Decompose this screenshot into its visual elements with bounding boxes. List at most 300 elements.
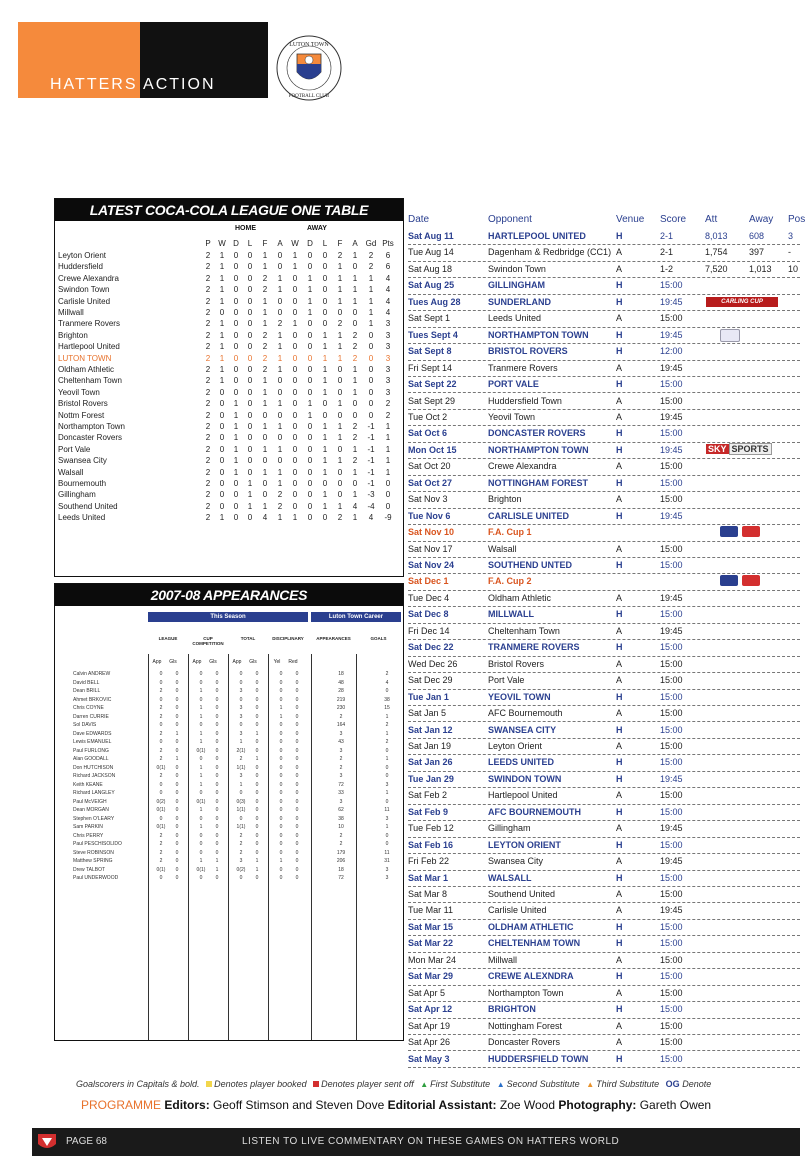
fixture-row xyxy=(408,639,800,656)
stat-cell: 1 xyxy=(322,342,328,352)
fixture-venue: A xyxy=(616,790,623,801)
fixture-row xyxy=(408,656,800,673)
fixture-pos: 3 xyxy=(788,231,794,241)
appearances-sub-header: App xyxy=(232,659,242,665)
appearance-cell: 0 xyxy=(199,841,203,847)
fixture-venue: H xyxy=(616,921,623,932)
stat-cell: 0 xyxy=(219,467,225,477)
stat-cell: 0 xyxy=(322,399,328,409)
stat-cell: 1 xyxy=(322,422,328,431)
appearance-cell: 0 xyxy=(175,807,179,813)
stat-cell: 1 xyxy=(219,251,225,260)
stat-cell: 0 xyxy=(219,399,225,409)
fixture-date: Sat Feb 2 xyxy=(408,790,448,801)
fixture-score: 19:45 xyxy=(660,362,683,373)
stat-cell: 0 xyxy=(368,387,374,397)
stat-cell: 0 xyxy=(385,501,391,511)
appearance-cell: 1 xyxy=(199,824,203,830)
appearance-cell: 0 xyxy=(295,679,299,686)
fixture-date: Sat Jan 19 xyxy=(408,740,452,751)
fixture-row xyxy=(408,902,800,919)
fixture-row xyxy=(408,771,800,788)
stat-cell: 1 xyxy=(307,296,313,306)
stat-cell: 0 xyxy=(233,308,239,317)
stat-cell: 0 xyxy=(322,410,328,420)
stat-cell: 0 xyxy=(292,376,298,386)
appearance-cell: 0(2) xyxy=(156,798,166,805)
appearance-cell: 0 xyxy=(295,790,299,796)
fixture-opp: Huddersfield Town xyxy=(488,395,562,406)
stat-cell: 1 xyxy=(352,365,358,374)
fixture-venue: A xyxy=(616,856,623,867)
fixture-venue: H xyxy=(616,1053,623,1064)
appearance-cell: 0 xyxy=(175,671,179,677)
stat-cell: 1 xyxy=(337,399,343,409)
league-table-row xyxy=(58,387,398,398)
league-table-row xyxy=(58,467,398,478)
fixture-date: Sat Sept 29 xyxy=(408,395,456,406)
appearances-row xyxy=(73,823,403,832)
fixture-date: Tue Feb 12 xyxy=(408,823,454,834)
team-name: Cheltenham Town xyxy=(58,376,122,386)
fixture-row xyxy=(408,458,800,475)
appearance-cell: 2 xyxy=(159,688,163,694)
fixture-row xyxy=(408,853,800,870)
stat-cell: 0 xyxy=(277,433,283,443)
appearance-cell: 0 xyxy=(255,849,259,856)
fixture-pos: - xyxy=(788,247,791,258)
player-name: Dave EDWARDS xyxy=(73,730,112,737)
appearance-cell: 0 xyxy=(295,739,299,745)
appearance-cell: 0 xyxy=(175,747,179,754)
stat-cell: 2 xyxy=(205,490,211,500)
appearance-cell: 0 xyxy=(175,713,179,720)
appearance-cell: 0 xyxy=(385,764,389,771)
fixture-date: Sat Nov 24 xyxy=(408,560,455,570)
team-name: Carlisle United xyxy=(58,296,111,306)
appearance-cell: 3 xyxy=(239,730,243,737)
fixture-score: 15:00 xyxy=(660,740,683,751)
stat-cell: 0 xyxy=(368,376,374,386)
stat-cell: 0 xyxy=(307,387,313,397)
home-label: HOME xyxy=(235,225,256,232)
fixture-score: 15:00 xyxy=(660,543,683,554)
appearance-cell: 1 xyxy=(199,781,203,788)
fixture-venue: H xyxy=(616,296,623,307)
fixture-away: 397 xyxy=(749,247,765,258)
fixture-date: Sat Dec 29 xyxy=(408,675,453,686)
appearance-cell: 1(1) xyxy=(236,764,246,771)
stat-cell: 1 xyxy=(322,330,328,340)
league-col-header: A xyxy=(352,239,358,248)
fixture-score: 19:45 xyxy=(660,510,683,521)
stat-cell: 0 xyxy=(292,342,298,352)
fixture-opp: Hartlepool United xyxy=(488,790,558,801)
fixture-opp: Doncaster Rovers xyxy=(488,1037,561,1048)
player-name: Stephen O'LEARY xyxy=(73,815,115,822)
appearances-group-header: LEAGUE xyxy=(158,636,178,641)
stat-cell: 1 xyxy=(385,433,391,443)
fixture-row xyxy=(408,1018,800,1035)
fixture-row xyxy=(408,1001,800,1018)
fixture-score: 15:00 xyxy=(660,560,683,570)
appearance-cell: 0 xyxy=(175,815,179,822)
booked-square-icon xyxy=(206,1081,212,1087)
player-name: Ahmet BRKOVIC xyxy=(73,696,112,703)
fixture-row xyxy=(408,820,800,837)
appearance-cell: 0 xyxy=(215,807,219,813)
stat-cell: 0 xyxy=(233,353,239,363)
appearance-cell: 0 xyxy=(215,773,219,779)
fixture-date: Sat Mar 29 xyxy=(408,971,454,982)
appearance-cell: 2 xyxy=(159,841,163,847)
appearances-sub-header: Red xyxy=(288,659,298,665)
stat-cell: 0 xyxy=(368,330,374,340)
appearance-cell: 0 xyxy=(175,722,179,728)
stat-cell: 1 xyxy=(322,387,328,397)
stat-cell: 1 xyxy=(337,433,343,443)
club-badge-icon xyxy=(36,1132,58,1152)
stat-cell: 0 xyxy=(322,262,328,272)
fixture-score: 19:45 xyxy=(660,411,683,422)
appearance-cell: 0 xyxy=(175,798,179,805)
fixture-score: 15:00 xyxy=(660,790,683,801)
appearance-cell: 1 xyxy=(199,858,203,864)
appearance-cell: 18 xyxy=(338,866,344,873)
stat-cell: 0 xyxy=(247,376,253,386)
stat-cell: 0 xyxy=(292,399,298,409)
stat-cell: 1 xyxy=(219,296,225,306)
player-name: Paul FURLONG xyxy=(73,747,109,754)
player-name: Chris COYNE xyxy=(73,705,104,711)
appearance-cell: 0 xyxy=(255,781,259,788)
fixture-venue: A xyxy=(616,395,623,406)
league-col-header: D xyxy=(233,239,239,248)
stat-cell: 0 xyxy=(322,319,328,329)
stat-cell: 0 xyxy=(307,501,313,511)
fixture-opp: Millwall xyxy=(488,954,517,965)
stat-cell: 0 xyxy=(322,273,328,283)
appearance-cell: 0 xyxy=(295,849,299,856)
sports-logo-text: SPORTS xyxy=(729,443,772,455)
stat-cell: 2 xyxy=(352,330,358,340)
team-name: Huddersfield xyxy=(58,262,103,272)
appearance-cell: 0 xyxy=(385,688,389,694)
stat-cell: 2 xyxy=(277,501,283,511)
stat-cell: -3 xyxy=(367,490,375,500)
stat-cell: 0 xyxy=(292,296,298,306)
appearance-cell: 48 xyxy=(338,679,344,686)
fixture-row xyxy=(408,228,800,245)
appearance-cell: 1 xyxy=(215,866,219,873)
player-name: Dean MORGAN xyxy=(73,807,109,813)
appearance-cell: 0 xyxy=(255,705,259,711)
stat-cell: 0 xyxy=(337,467,343,477)
player-name: Chris PERRY xyxy=(73,832,104,839)
stat-cell: 0 xyxy=(307,365,313,374)
fixture-venue: H xyxy=(616,444,623,455)
fixture-opp: CREWE ALEXNDRA xyxy=(488,971,574,982)
sent-off-square-icon xyxy=(313,1081,319,1087)
appearance-cell: 0 xyxy=(295,773,299,779)
stat-cell: 0 xyxy=(322,308,328,317)
appearance-cell: 1 xyxy=(199,764,203,771)
league-table-panel xyxy=(54,198,404,577)
appearance-cell: 0(1) xyxy=(156,824,166,830)
appearance-cell: 11 xyxy=(384,807,390,813)
stat-cell: 1 xyxy=(277,513,283,523)
fixture-venue: A xyxy=(616,411,623,422)
fixture-row xyxy=(408,244,800,261)
appearance-cell: 0 xyxy=(255,807,259,813)
fixture-date: Sat Oct 27 xyxy=(408,477,453,488)
appearance-cell: 0 xyxy=(199,696,203,703)
fixture-date: Sat Nov 17 xyxy=(408,543,453,554)
fixture-venue: A xyxy=(616,905,623,916)
stat-cell: 2 xyxy=(352,353,358,363)
appearance-cell: 1 xyxy=(385,790,389,796)
appearance-cell: 0 xyxy=(295,841,299,847)
appearance-cell: 0 xyxy=(295,832,299,839)
fixture-opp: SWANSEA CITY xyxy=(488,724,557,735)
stat-cell: 1 xyxy=(307,399,313,409)
stat-cell: 0 xyxy=(368,342,374,352)
fixture-date: Sat Nov 10 xyxy=(408,527,455,538)
stat-cell: 0 xyxy=(233,319,239,329)
appearance-cell: 3 xyxy=(385,866,389,873)
appearance-cell: 1 xyxy=(255,866,259,873)
crest-top-text: LUTON TOWN xyxy=(289,42,329,48)
appearance-cell: 0(1) xyxy=(196,747,206,754)
stat-cell: 1 xyxy=(262,319,268,329)
stat-cell: -9 xyxy=(384,513,392,523)
stat-cell: 1 xyxy=(337,501,343,511)
appearance-cell: 0 xyxy=(255,739,259,745)
appearance-cell: 1 xyxy=(255,730,259,737)
fixture-score: 15:00 xyxy=(660,477,683,488)
player-name: Matthew SPRING xyxy=(73,858,113,864)
appearance-cell: 0 xyxy=(295,798,299,805)
stat-cell: 0 xyxy=(322,513,328,523)
appearance-cell: 0 xyxy=(385,841,389,847)
appearance-cell: 0 xyxy=(199,875,203,881)
carling-cup-logo: CARLING CUP xyxy=(706,297,778,307)
fixture-opp: Bristol Rovers xyxy=(488,658,545,669)
fixture-venue: H xyxy=(616,971,623,982)
fixture-opp: Port Vale xyxy=(488,675,525,686)
team-name: Leeds United xyxy=(58,513,106,523)
fixture-score: 19:45 xyxy=(660,773,683,784)
stat-cell: 2 xyxy=(205,365,211,374)
fixture-date: Mon Mar 24 xyxy=(408,954,457,965)
stat-cell: 2 xyxy=(205,410,211,420)
fixture-venue: H xyxy=(616,757,623,768)
appearance-cell: 0 xyxy=(295,807,299,813)
stat-cell: 1 xyxy=(368,285,374,295)
stat-cell: 1 xyxy=(337,273,343,283)
stat-cell: 0 xyxy=(292,387,298,397)
league-col-header: F xyxy=(262,239,268,248)
appearance-cell: 1 xyxy=(279,858,283,864)
fixture-date: Sat Oct 6 xyxy=(408,428,448,439)
stat-cell: 1 xyxy=(352,285,358,295)
appearance-cell: 1 xyxy=(239,739,243,745)
stat-cell: 2 xyxy=(262,330,268,340)
appearance-cell: 0 xyxy=(295,858,299,864)
fixture-score: 15:00 xyxy=(660,1020,683,1031)
appearance-cell: 0 xyxy=(255,747,259,754)
appearance-cell: 0 xyxy=(215,713,219,720)
appearance-cell: 0 xyxy=(279,849,283,856)
fixture-venue: H xyxy=(616,872,623,883)
stat-cell: 2 xyxy=(205,501,211,511)
stat-cell: 0 xyxy=(368,410,374,420)
stat-cell: 0 xyxy=(247,513,253,523)
appearance-cell: 0 xyxy=(255,671,259,677)
stat-cell: 3 xyxy=(385,342,391,352)
career-bar: Luton Town Career xyxy=(311,612,401,622)
stat-cell: 6 xyxy=(385,262,391,272)
player-name: Paul UNDERWOOD xyxy=(73,875,119,881)
fixture-venue: A xyxy=(616,247,623,258)
appearance-cell: 0 xyxy=(255,798,259,805)
fixture-score: 15:00 xyxy=(660,954,683,965)
fixture-date: Sat Apr 19 xyxy=(408,1020,451,1031)
fixture-row xyxy=(408,376,800,393)
fixture-row xyxy=(408,738,800,755)
fixture-row xyxy=(408,787,800,804)
stat-cell: 1 xyxy=(352,387,358,397)
appearance-cell: 43 xyxy=(338,739,344,745)
appearance-cell: 1 xyxy=(199,688,203,694)
appearance-cell: 2 xyxy=(339,713,343,720)
stat-cell: 0 xyxy=(352,308,358,317)
stat-cell: 0 xyxy=(307,467,313,477)
fixture-opp: SWINDON TOWN xyxy=(488,773,562,784)
fixture-opp: F.A. Cup 1 xyxy=(488,527,532,538)
league-col-header: A xyxy=(277,239,283,248)
stat-cell: 2 xyxy=(205,513,211,523)
fixture-venue: H xyxy=(616,773,623,784)
stat-cell: 2 xyxy=(385,410,391,420)
stat-cell: 0 xyxy=(292,285,298,295)
fixture-venue: A xyxy=(616,740,623,751)
fixture-date: Sat Aug 11 xyxy=(408,231,454,241)
fixture-venue: A xyxy=(616,362,623,373)
appearances-sub-header: Gls xyxy=(209,659,217,665)
fixture-date: Sat Jan 12 xyxy=(408,724,453,735)
stat-cell: 0 xyxy=(233,285,239,295)
stat-cell: 0 xyxy=(233,501,239,511)
player-name: Paul McVEIGH xyxy=(73,798,107,805)
fixture-row xyxy=(408,425,800,442)
stat-cell: 1 xyxy=(307,273,313,283)
legend-og: OG xyxy=(665,1079,680,1089)
credits xyxy=(81,1098,711,1112)
appearance-cell: 1 xyxy=(239,781,243,788)
stat-cell: 0 xyxy=(247,262,253,272)
this-season-bar: This Season xyxy=(148,612,308,622)
league-table-row xyxy=(58,330,398,341)
appearance-cell: 0 xyxy=(159,722,163,728)
stat-cell: 1 xyxy=(307,308,313,317)
fixture-date: Tue Jan 29 xyxy=(408,773,454,784)
stat-cell: 2 xyxy=(205,376,211,386)
fixture-opp: Southend United xyxy=(488,889,556,899)
listen-commentary-text: LISTEN TO LIVE COMMENTARY ON THESE GAMES ON HATTERS WORLD xyxy=(242,1136,620,1147)
fixture-row xyxy=(408,870,800,887)
stat-cell: 1 xyxy=(352,251,358,260)
league-table-row xyxy=(58,501,398,512)
stat-cell: 0 xyxy=(233,296,239,306)
fixture-att: 1,754 xyxy=(705,247,728,258)
stat-cell: 0 xyxy=(247,330,253,340)
appearance-cell: 0(2) xyxy=(236,866,246,873)
team-name: Bournemouth xyxy=(58,479,107,488)
fixture-row xyxy=(408,672,800,689)
appearance-cell: 0 xyxy=(255,696,259,703)
fixture-venue: H xyxy=(616,609,623,620)
fixture-venue: H xyxy=(616,379,623,390)
appearance-cell: 0 xyxy=(199,679,203,686)
fixture-opp: MILLWALL xyxy=(488,609,534,620)
stat-cell: 2 xyxy=(205,387,211,397)
stat-cell: 2 xyxy=(368,262,374,272)
stat-cell: 4 xyxy=(385,285,391,295)
stat-cell: 0 xyxy=(292,467,298,477)
stat-cell: 1 xyxy=(307,410,313,420)
stat-cell: 4 xyxy=(385,308,391,317)
appearance-cell: 18 xyxy=(338,671,344,677)
fixture-opp: Oldham Athletic xyxy=(488,592,552,603)
appearance-cell: 0 xyxy=(279,730,283,737)
stat-cell: 2 xyxy=(205,342,211,352)
stat-cell: 0 xyxy=(277,262,283,272)
appearance-cell: 0 xyxy=(175,696,179,703)
fixture-venue: H xyxy=(616,724,623,735)
stat-cell: 0 xyxy=(307,262,313,272)
appearance-cell: 0 xyxy=(159,790,163,796)
stat-cell: 0 xyxy=(277,376,283,386)
fixture-opp: Nottingham Forest xyxy=(488,1020,563,1031)
fixtures-header: Away xyxy=(749,214,774,225)
fixture-row xyxy=(408,294,800,311)
team-name: Yeovil Town xyxy=(58,387,100,397)
stat-cell: 0 xyxy=(292,273,298,283)
fixture-date: Sat Dec 22 xyxy=(408,642,454,653)
fixture-row xyxy=(408,409,800,426)
stat-cell: 3 xyxy=(385,376,391,386)
team-name: Gillingham xyxy=(58,490,96,500)
league-table-row xyxy=(58,307,398,318)
fixture-date: Sat Aug 18 xyxy=(408,263,453,274)
appearance-cell: 0 xyxy=(385,798,389,805)
appearance-cell: 0 xyxy=(385,832,389,839)
appearance-cell: 0(1) xyxy=(196,798,206,805)
league-col-header: F xyxy=(337,239,343,248)
stat-cell: 2 xyxy=(205,262,211,272)
stat-cell: 1 xyxy=(262,444,268,454)
stat-cell: 0 xyxy=(247,308,253,317)
appearance-cell: 0 xyxy=(215,849,219,856)
fixture-venue: A xyxy=(616,263,623,274)
appearance-cell: 0 xyxy=(215,679,219,686)
player-name: Keith KEANE xyxy=(73,781,103,788)
appearance-cell: 0(1) xyxy=(196,866,206,873)
appearance-cell: 0 xyxy=(279,866,283,873)
appearances-row xyxy=(73,772,403,781)
fixture-date: Tue Oct 2 xyxy=(408,411,448,422)
